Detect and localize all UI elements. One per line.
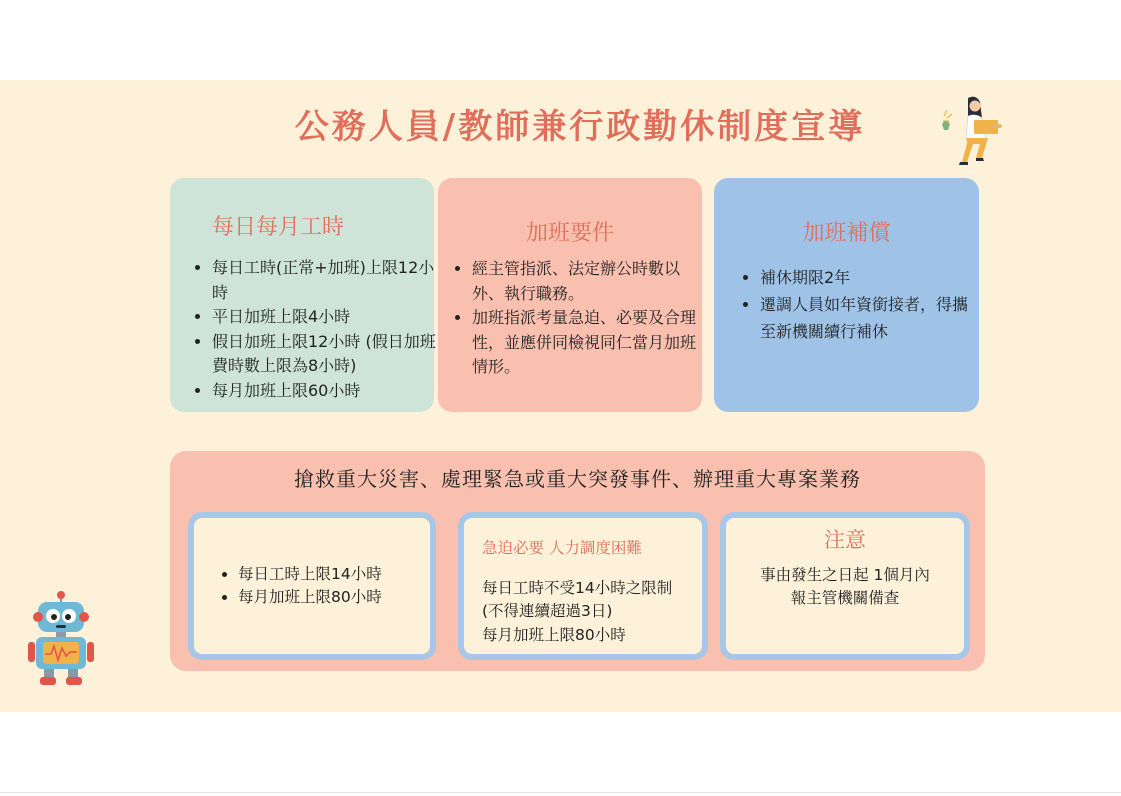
list-item: • 每日工時上限14小時 [238,563,438,586]
list-item: • 每月加班上限60小時 [212,379,444,404]
urgent-line: 每月加班上限80小時 [482,626,626,644]
notice-heading: 注意 [824,528,866,552]
list-item: • 遷調人員如年資銜接者，得攜至新機關續行補休 [760,291,974,345]
emergency-banner: 搶救重大災害、處理緊急或重大突發事件、辦理重大專案業務 [294,467,861,491]
notice-line: 事由發生之日起 1個月內 [760,566,930,584]
urgent-line: (不得連續超過3日) [482,602,613,620]
list-item: • 假日加班上限12小時 (假日加班費時數上限為8小時) [212,330,444,379]
emergency-limits-list [218,563,438,609]
list-item: • 補休期限2年 [760,264,974,291]
list-item: • 每月加班上限80小時 [238,586,438,609]
list-item: • 加班指派考量急迫、必要及合理性，並應併同檢視同仁當月加班情形。 [472,306,710,380]
compensation-list [740,264,974,345]
hours-list [192,256,444,403]
robot-illustration [26,590,96,690]
woman-with-laptop-illustration [938,94,1008,170]
requirements-list [452,257,710,380]
notice-line: 報主管機關備查 [790,589,900,607]
urgent-heading: 急迫必要 人力調度困難 [482,539,642,557]
card-heading: 加班補償 [802,221,891,246]
list-item: • 每日工時(正常+加班)上限12小時 [212,256,444,305]
card-heading: 每日每月工時 [212,215,345,240]
page-title: 公務人員/教師兼行政勤休制度宣導 [294,107,866,147]
page-divider [0,792,1121,793]
card-heading: 加班要件 [525,221,614,246]
list-item: • 經主管指派、法定辦公時數以外、執行職務。 [472,257,710,306]
list-item: • 平日加班上限4小時 [212,305,444,330]
urgent-line: 每日工時不受14小時之限制 [482,579,673,597]
